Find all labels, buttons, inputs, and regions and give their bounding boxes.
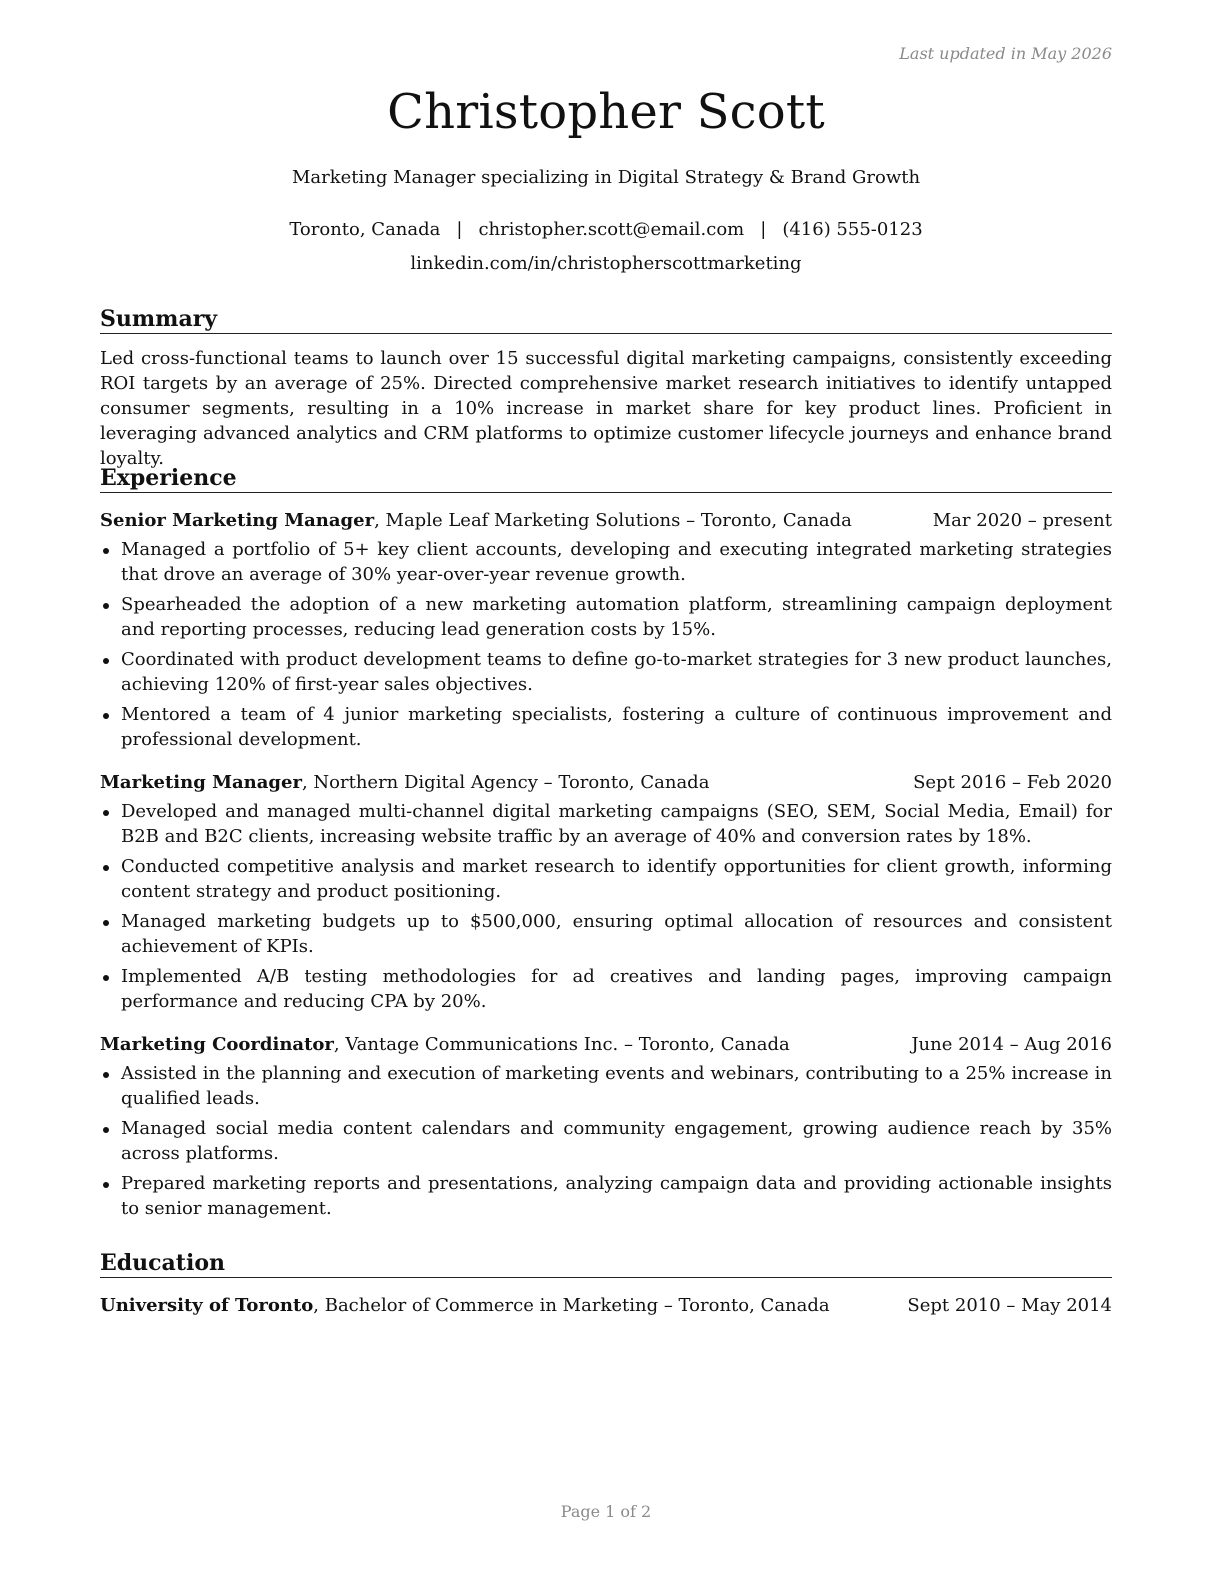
experience-heading: Experience (100, 465, 1112, 493)
education-school: University of Toronto (100, 1295, 314, 1316)
education-dates: Sept 2010 – May 2014 (907, 1295, 1112, 1316)
bullet-icon (103, 1127, 109, 1133)
bullet-icon (103, 810, 109, 816)
summary-section (100, 306, 1112, 471)
headline: Marketing Manager specializing in Digital Strategy & Brand Growth (291, 167, 921, 188)
bullet-icon (103, 713, 109, 719)
summary-text: Led cross-functional teams to launch over 15 successful digital marketing campaigns, consistently exceeding ROI targets by an average of 25%. Directed comprehensive market research initiatives to identify untapped consumer segments, resulting in a 10% increase in market share for key product lines. Proficient in leveraging advanced analytics and CRM platforms to optimize customer lifecycle journeys and enhance brand loyalty. (100, 348, 1112, 469)
job-entry (100, 508, 1112, 752)
contact-line (100, 219, 1112, 240)
bullet-icon (103, 1182, 109, 1188)
job-bullet: Spearheaded the adoption of a new marketing automation platform, streamlining campaign deployment and reporting processes, reducing lead generation costs by 15%. (100, 592, 1112, 642)
job-entry (100, 770, 1112, 1014)
job-dates: June 2014 – Aug 2016 (911, 1034, 1112, 1055)
job-role: Marketing Manager (100, 772, 302, 793)
education-section (100, 1250, 1112, 1318)
resume-page (100, 0, 1112, 1584)
job-dates: Sept 2016 – Feb 2020 (913, 772, 1112, 793)
contact-email[interactable]: christopher.scott@email.com (478, 219, 745, 240)
job-bullet: Mentored a team of 4 junior marketing specialists, fostering a culture of continuous improvement and professional development. (100, 702, 1112, 752)
education-degree: , Bachelor of Commerce in Marketing – Toronto, Canada (313, 1295, 830, 1316)
job-bullets (100, 537, 1112, 752)
page-number: Page 1 of 2 (560, 1502, 652, 1521)
summary-heading: Summary (100, 306, 1112, 334)
contact-separator: | (760, 219, 767, 240)
job-bullet: Conducted competitive analysis and market research to identify opportunities for client growth, informing content strategy and product positioning. (100, 854, 1112, 904)
bullet-icon (103, 603, 109, 609)
job-dates: Mar 2020 – present (932, 510, 1112, 531)
job-bullet: Assisted in the planning and execution of marketing events and webinars, contributing to a 25% increase in qualified leads. (100, 1061, 1112, 1111)
bullet-icon (103, 975, 109, 981)
job-bullet: Managed marketing budgets up to $500,000, ensuring optimal allocation of resources and consistent achievement of KPIs. (100, 909, 1112, 959)
job-org: , Vantage Communications Inc. – Toronto, Canada (333, 1034, 790, 1055)
job-header (100, 770, 1112, 795)
bullet-icon (103, 1072, 109, 1078)
job-bullet: Managed a portfolio of 5+ key client accounts, developing and executing integrated marketing strategies that drove an average of 30% year-over-year revenue growth. (100, 537, 1112, 587)
education-entry (100, 1293, 1112, 1318)
job-header (100, 1032, 1112, 1057)
bullet-icon (103, 865, 109, 871)
job-bullet: Coordinated with product development teams to define go-to-market strategies for 3 new product launches, achieving 120% of first-year sales objectives. (100, 647, 1112, 697)
bullet-icon (103, 920, 109, 926)
contact-linkedin[interactable]: linkedin.com/in/christopherscottmarketing (410, 253, 802, 274)
job-role: Senior Marketing Manager (100, 510, 375, 531)
job-bullets (100, 1061, 1112, 1221)
bullet-icon (103, 548, 109, 554)
last-updated: Last updated in May 2026 (899, 44, 1112, 63)
job-bullets (100, 799, 1112, 1014)
job-role: Marketing Coordinator (100, 1034, 334, 1055)
job-bullet: Managed social media content calendars and community engagement, growing audience reach by 35% across platforms. (100, 1116, 1112, 1166)
candidate-name: Christopher Scott (387, 84, 825, 140)
job-entry (100, 1032, 1112, 1221)
contact-separator: | (456, 219, 463, 240)
job-bullet: Prepared marketing reports and presentations, analyzing campaign data and providing actionable insights to senior management. (100, 1171, 1112, 1221)
job-bullet: Implemented A/B testing methodologies for ad creatives and landing pages, improving campaign performance and reducing CPA by 20%. (100, 964, 1112, 1014)
job-org: , Maple Leaf Marketing Solutions – Toronto, Canada (374, 510, 852, 531)
bullet-icon (103, 658, 109, 664)
job-org: , Northern Digital Agency – Toronto, Canada (301, 772, 710, 793)
contact-location: Toronto, Canada (289, 219, 441, 240)
education-heading: Education (100, 1250, 1112, 1278)
job-header (100, 508, 1112, 533)
contact-phone[interactable]: (416) 555-0123 (782, 219, 923, 240)
experience-section (100, 465, 1112, 1226)
job-bullet: Developed and managed multi-channel digital marketing campaigns (SEO, SEM, Social Media, Email) for B2B and B2C clients, increasing website traffic by an average of 40% and conversion rates by 18%. (100, 799, 1112, 849)
